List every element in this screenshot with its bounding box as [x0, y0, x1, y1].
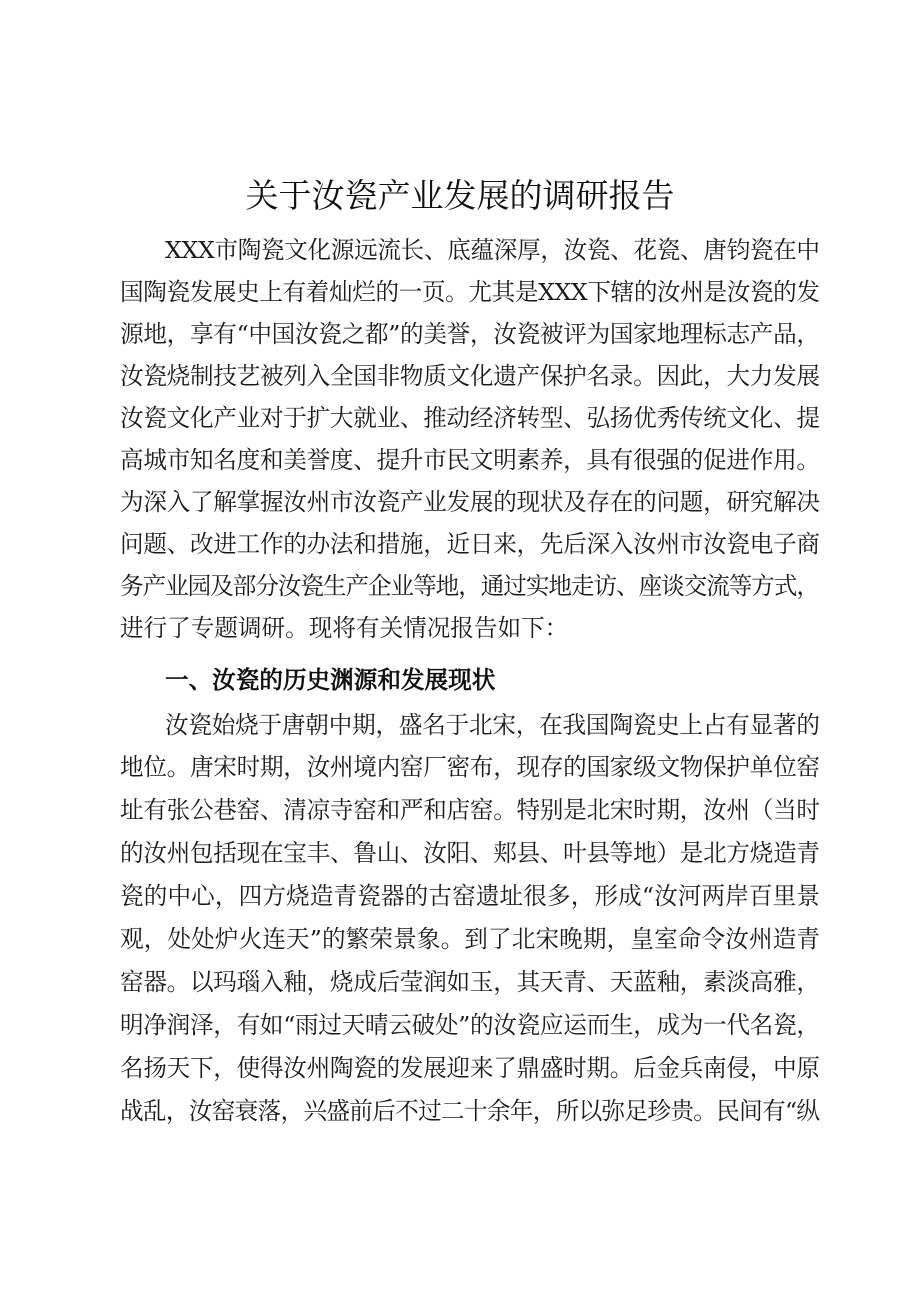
intro-line: 汝瓷烧制技艺被列入全国非物质文化遗产保护名录。因此，大力发展	[120, 362, 820, 390]
section-line: 址有张公巷窑、清凉寺窑和严和店窑。特别是北宋时期，汝州（当时	[120, 796, 820, 824]
section-line: 战乱，汝窑衰落，兴盛前后不过二十余年，所以弥足珍贵。民间有“纵	[120, 1097, 820, 1125]
intro-line: 源地，享有“中国汝瓷之都”的美誉，汝瓷被评为国家地理标志产品，	[120, 320, 820, 348]
section-line: 窑器。以玛瑙入釉，烧成后莹润如玉，其天青、天蓝釉，素淡高雅，	[120, 968, 820, 996]
intro-line: 汝瓷文化产业对于扩大就业、推动经济转型、弘扬优秀传统文化、提	[120, 404, 820, 432]
section-line: 地位。唐宋时期，汝州境内窑厂密布，现存的国家级文物保护单位窑	[120, 753, 820, 781]
section-line: 瓷的中心，四方烧造青瓷器的古窑遗址很多，形成“汝河两岸百里景	[120, 882, 821, 910]
intro-line: 为深入了解掌握汝州市汝瓷产业发展的现状及存在的问题，研究解决	[120, 488, 820, 516]
section-heading: 一、汝瓷的历史渊源和发展现状	[165, 666, 496, 694]
section-line: 汝瓷始烧于唐朝中期，盛名于北宋，在我国陶瓷史上占有显著的	[165, 711, 820, 739]
intro-line: 务产业园及部分汝瓷生产企业等地，通过实地走访、座谈交流等方式，	[120, 572, 819, 600]
intro-line: 问题、改进工作的办法和措施，近日来，先后深入汝州市汝瓷电子商	[120, 530, 820, 558]
intro-line: 国陶瓷发展史上有着灿烂的一页。尤其是XXX下辖的汝州是汝瓷的发	[120, 278, 820, 306]
intro-line: XXX市陶瓷文化源远流长、底蕴深厚，汝瓷、花瓷、唐钧瓷在中	[165, 236, 820, 264]
section-line: 的汝州包括现在宝丰、鲁山、汝阳、郏县、叶县等地）是北方烧造青	[120, 839, 820, 867]
intro-line: 高城市知名度和美誉度、提升市民文明素养，具有很强的促进作用。	[120, 446, 820, 474]
document-title: 关于汝瓷产业发展的调研报告	[245, 176, 675, 215]
intro-line: 进行了专题调研。现将有关情况报告如下：	[120, 614, 569, 642]
section-line: 名扬天下，使得汝州陶瓷的发展迎来了鼎盛时期。后金兵南侵，中原	[120, 1054, 820, 1082]
section-line: 观，处处炉火连天”的繁荣景象。到了北宋晚期，皇室命令汝州造青	[120, 925, 821, 953]
section-line: 明净润泽，有如“雨过天晴云破处”的汝瓷应运而生，成为一代名瓷，	[120, 1011, 820, 1039]
